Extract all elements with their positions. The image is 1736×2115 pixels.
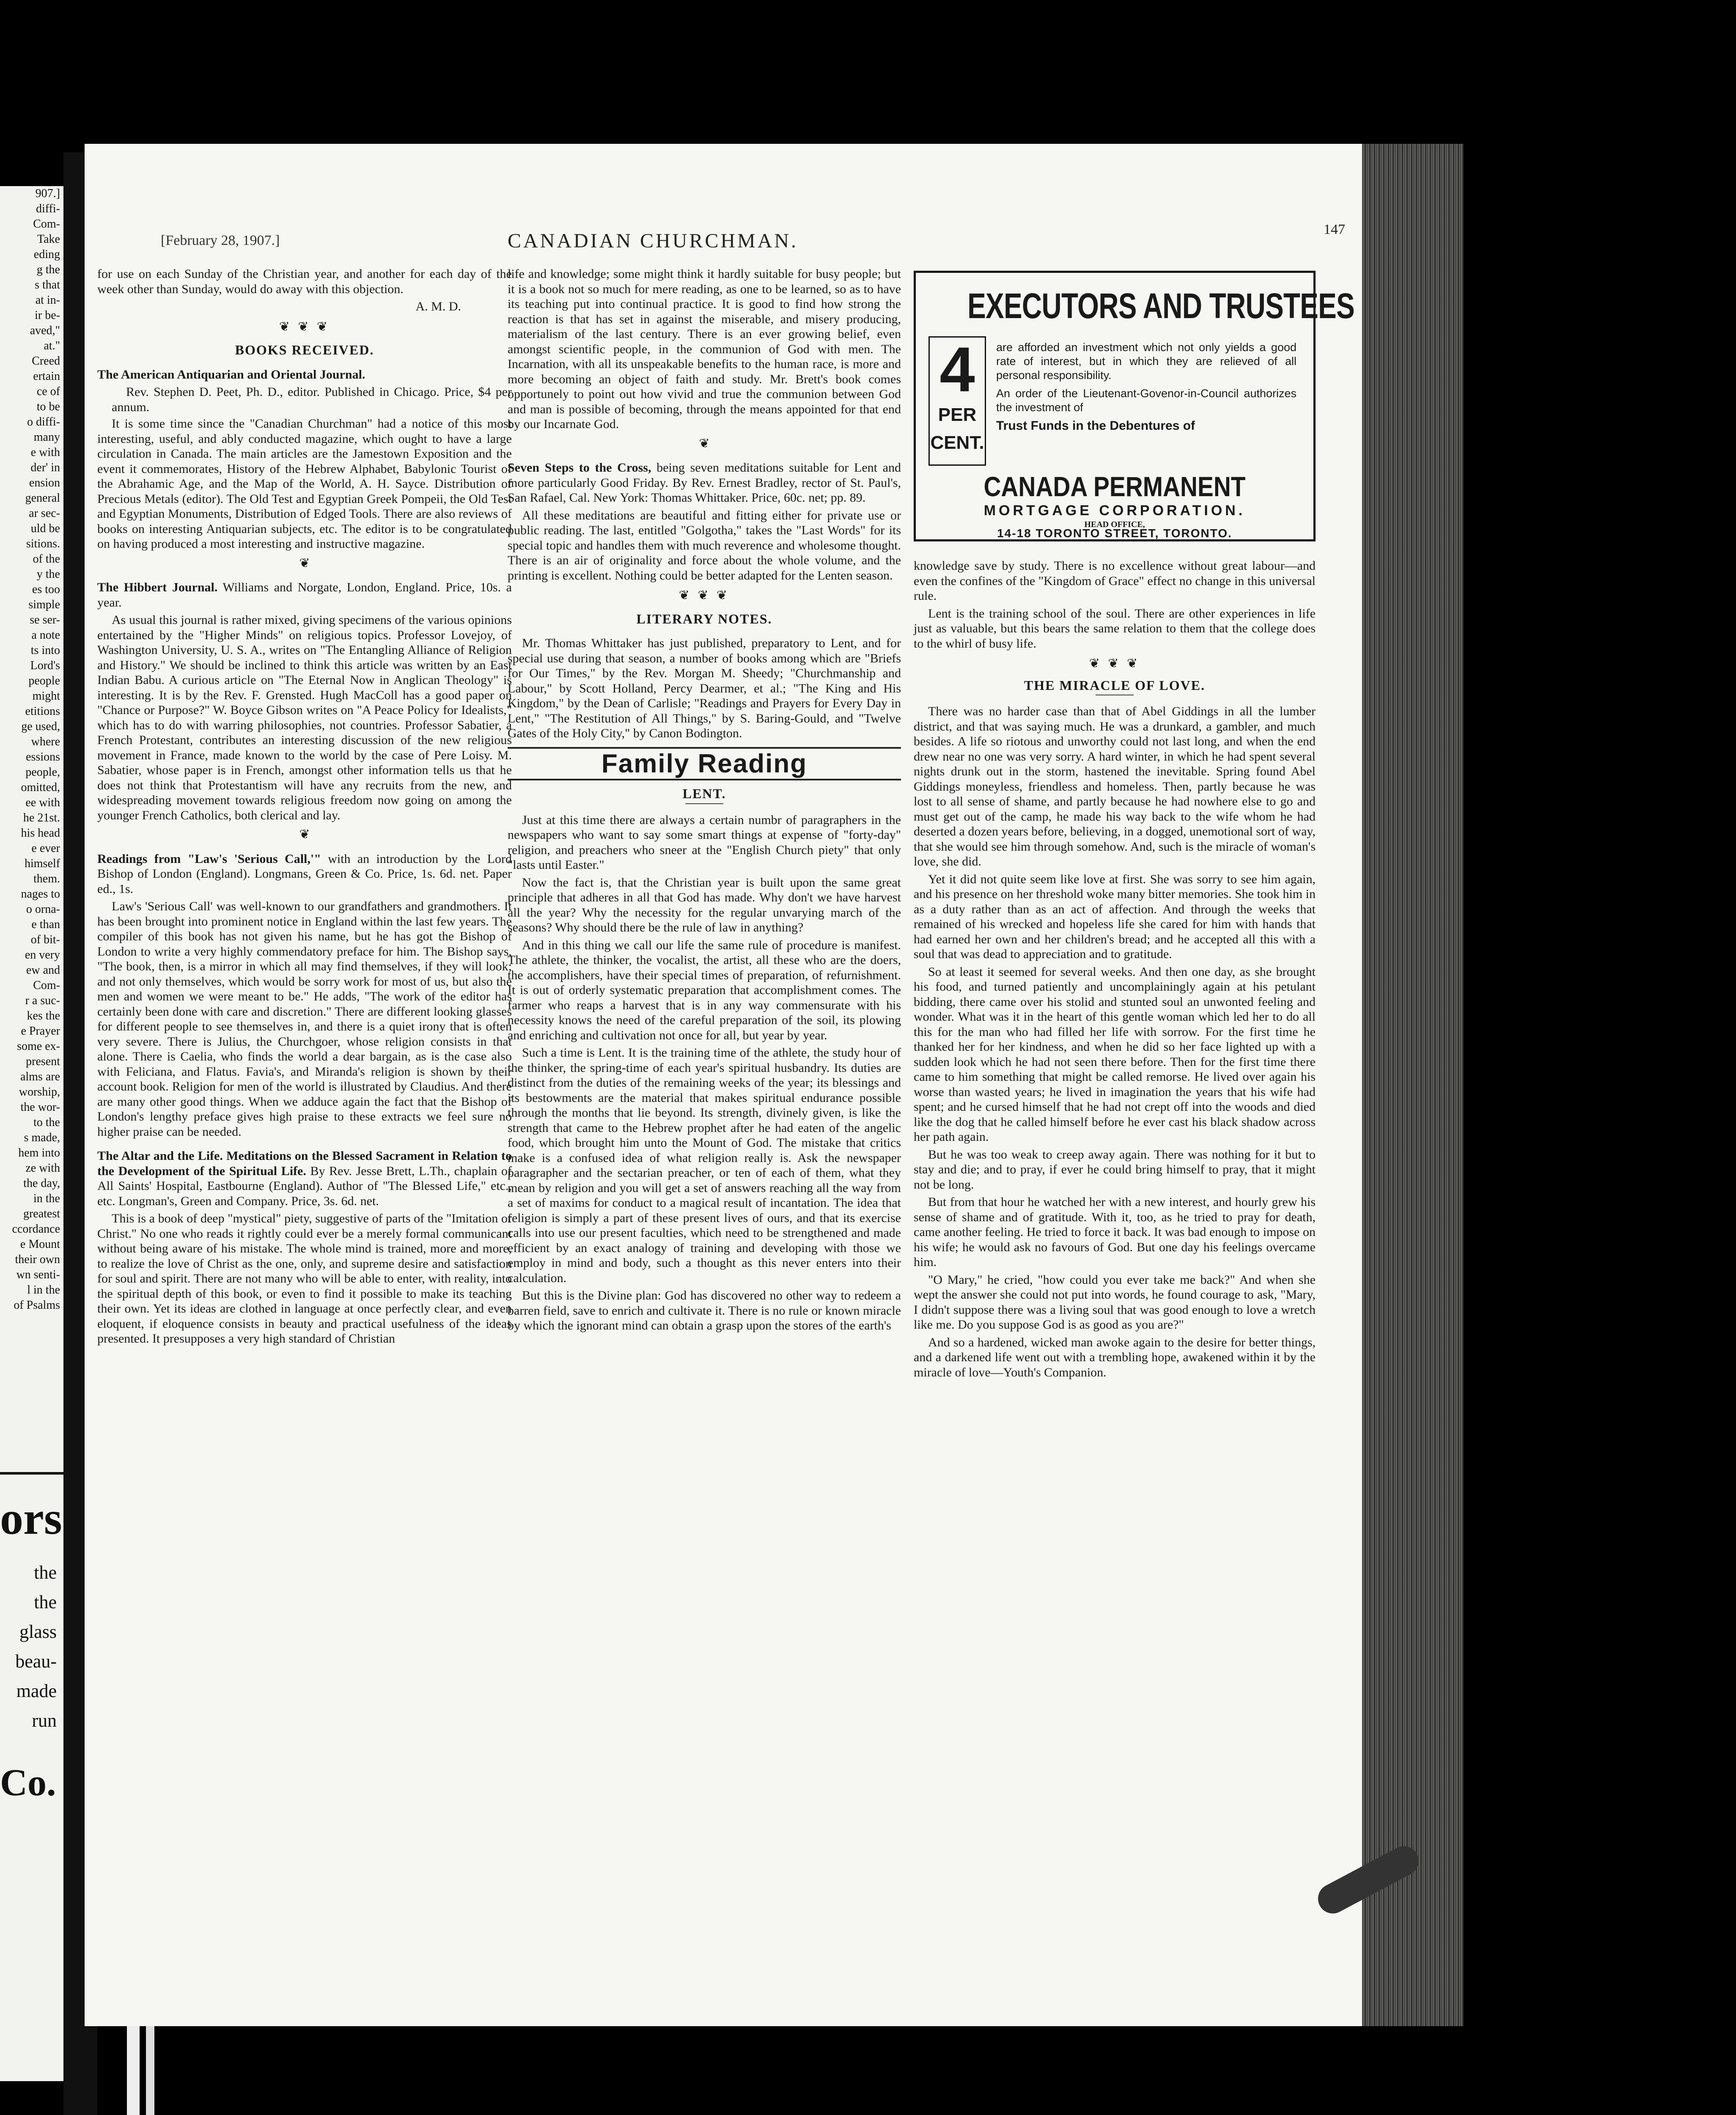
lent-article-body xyxy=(508,813,901,1333)
review-body: As usual this journal is rather mixed, giving specimens of the various opinions entertained by the "Higher Minds" on religious topics. Professor Lovejoy, of Washington University, U. S. A., writes on "The Entangling Alliance of Religion and History." We should be inclined to think this article was written by an East Indian Babu. A curious article on "The Eternal Now in Anglican Theology" is interesting. It is by the Rev. F. Grensted. Hugh MacColl has a good paper on "Chance or Purpose?" W. Boyce Gibson writes on "A Peace Policy for Idealists," which has to do with warring philosophies, not countries. Professor Sabatier, a French Protestant, contributes an interesting discussion of the new religious movement in France, made known to the world by the case of Pere Loisy. M. Sabatier, whose paper is in French, amongst other information tells us that he does not think that Protestantism will have any recruits from the new, and widespreading movement towards religious freedom now going on among the younger French Catholics, both clerical and lay. xyxy=(97,613,512,822)
letter-ending: for use on each Sunday of the Christian year, and another for each day of the week other than Sunday, would do away with this objection. xyxy=(97,267,512,296)
text-fragment: e Mount xyxy=(20,1238,60,1251)
ad-body xyxy=(996,341,1297,437)
adjacent-page-advertisement xyxy=(0,1472,63,2081)
text-fragment: ge used, xyxy=(21,720,60,733)
text-fragment: aved," xyxy=(30,324,60,337)
article-paragraph: Now the fact is, that the Christian year is built upon the same great principle that adheres in all that God has made. Why don't we have harvest all the year? Why the necessity for the regular unvarying march of the seasons? Why should there be the rule of law in anything? xyxy=(508,875,901,934)
article-paragraph: So at least it seemed for several weeks. And then one day, as she brought his food, and turned patiently and uncomplainingly again at his petulant bidding, there came over his stolid and stunted soul an unwonted feeling and wonder. What was it in the heart of this gentle woman which led her to do all this for the man who had filled her life with sorrow. For the first time he thanked her for her kindness, and when he did so her face lighted up with a sudden look which he had not seen there before. Then for the first time there came to him something that might be called remorse. He lived over again his worse than wasted years; he lived in imagination the years that his wife had spent; and he cursed himself that he had not crept off into the woods and died like the dog that he called himself before he ever cast his black shadow across her path again. xyxy=(914,964,1316,1144)
ad-text: An order of the Lieutenant-Govenor-in-Council authorizes the investment of xyxy=(996,387,1297,414)
text-fragment: he 21st. xyxy=(23,811,60,824)
text-fragment: them. xyxy=(33,872,60,885)
text-fragment: s made, xyxy=(24,1131,60,1144)
text-fragment: ertain xyxy=(33,370,60,383)
text-fragment: nages to xyxy=(21,887,60,901)
text-fragment: Com- xyxy=(33,217,60,231)
article-paragraph: And so a hardened, wicked man awoke again to the desire for better things, and a darkened life went out with a trembling hope, awakened within it by the miracle of love—Youth's Companion. xyxy=(914,1335,1316,1379)
article-paragraph: There was no harder case than that of Abel Giddings in all the lumber district, and that was saying much. He was a drunkard, a gambler, and much besides. A life so riotous and unworthy could not last long, and when the end drew near no one was very sorry. A hard winter, in which he had spent several nights drunk out in the storm, hastened the inevitable. Spring found Abel Giddings moneyless, friendless and homeless. Then, partly because he was lost to all sense of shame, and partly because he had nowhere else to go and must get out of the camp, he made his way back to the wife whom he had deserted a dozen years before, believing, in a dogged, unemotional sort of way, that she would see him through somehow. And, such is the miracle of woman's love, she did. xyxy=(914,704,1316,868)
text-fragment: diffi- xyxy=(36,202,60,215)
issue-date: [February 28, 1907.] xyxy=(161,233,280,248)
books-received-heading: BOOKS RECEIVED. xyxy=(235,342,374,357)
text-fragment: people, xyxy=(25,766,60,779)
text-fragment: many xyxy=(33,431,60,444)
review-body: All these meditations are beautiful and fitting either for private use or public reading. The last, entitled "Golgotha," takes the "Last Words" for its special topic and handles them with much reverence and wholesome thought. There is an air of originality and force about the whole volume, and the printing is excellent. Nothing could be better adapted for the Lenten season. xyxy=(508,508,901,582)
text-fragment: wn senti- xyxy=(16,1268,60,1281)
literary-notes-body: Mr. Thomas Whittaker has just published, preparatory to Lent, and for special use during that season, a number of books among which are "Briefs for Our Times," by the Rev. Morgan M. Sheedy; "Churchmanship and Labour," by Scott Holland, Percy Dearmer, et al.; "The King and His Kingdom," by the Dean of Carlisle; "Readings and Prayers for Every Day in Lent," "The Restitution of All Things," by S. Baring-Gould, and "Twelve Gates of the Holy City," by Canon Bodington. xyxy=(508,636,901,740)
ad-trust-text: Trust Funds in the Debentures of xyxy=(996,419,1195,433)
lent-heading: LENT. xyxy=(682,786,726,801)
interest-rate-box xyxy=(928,336,986,466)
lent-article-continuation: knowledge save by study. There is no excellence without great labour—and even the confines of the "Kingdom of Grace" effect no change in this universal rule. xyxy=(914,559,1316,603)
ad-line-fragment: beau- xyxy=(15,1651,57,1672)
text-fragment: to be xyxy=(36,400,60,413)
section-rule xyxy=(508,747,901,749)
text-fragment: e ever xyxy=(31,842,60,855)
paragraph-ornament: ❦ xyxy=(299,827,310,841)
column-2 xyxy=(508,266,901,1336)
text-fragment: kes the xyxy=(27,1009,60,1022)
adjacent-ad-company: Co. xyxy=(0,1762,56,1804)
text-fragment: ts into xyxy=(30,644,60,657)
ad-company-subtitle: MORTGAGE CORPORATION. xyxy=(983,503,1246,519)
book-review xyxy=(508,460,901,583)
advertisement-canada-permanent xyxy=(914,271,1354,541)
book-review xyxy=(97,580,512,823)
text-fragment: der' in xyxy=(30,461,60,474)
family-reading-heading: Family Reading xyxy=(601,749,808,778)
text-fragment: of Psalms xyxy=(14,1299,60,1312)
text-fragment: of bit- xyxy=(30,933,60,946)
text-fragment: ee with xyxy=(25,796,60,809)
paragraph-ornament: ❦ xyxy=(699,436,710,450)
section-ornament: ❦ ❦ ❦ xyxy=(678,588,730,602)
text-fragment: Lord's xyxy=(30,659,60,672)
rate-word: PER xyxy=(938,404,977,425)
article-paragraph: But this is the Divine plan: God has discovered no other way to redeem a barren field, save to enrich and cultivate it. There is no rule or known miracle by which the ignorant mind can obtain a grasp upon the stores of the earth's xyxy=(508,1288,901,1332)
review-body: This is a book of deep "mystical" piety, suggestive of parts of the "Imitation of Christ." No one who reads it rightly could ever be a merely formal communicant without being aware of his mistake. The whole mind is trained, more and more, to realize the love of Christ as the one, only, and supreme desire and satisfaction for soul and spirit. There are not many who will be able to enter, with reality, into the spiritual depth of this book, or even to find it possible to make its teaching their own. Yet its ideas are clothed in language at once perfectly clear, and even eloquent, if eloquence consists in beauty and practical usefulness of the ideas presented. It presupposes a very high standard of Christian xyxy=(97,1211,512,1346)
article-paragraph: Yet it did not quite seem like love at first. She was sorry to see him again, and his presence on her threshold woke many bitter memories. She took him in as a duty rather than as an act of affection. And through the weeks that remained of his wrecked and hopeless life she cared for him with hands that had earned her own and her children's bread; and he accepted all this with a soul that was dead to appreciation and to gratitude. xyxy=(914,872,1316,961)
binding-strip xyxy=(127,2013,140,2115)
text-fragment: g the xyxy=(36,263,60,276)
article-paragraph: "O Mary," he cried, "how could you ever take me back?" And when she wept the answer she could not put into words, he found courage to ask, "Mary, I didn't suppose there was a living soul that was good enough to love a wretch like me. Do you suppose God is as good as you are?" xyxy=(914,1272,1316,1332)
ad-title: EXECUTORS AND TRUSTEES xyxy=(967,286,1354,326)
text-fragment: the wor- xyxy=(20,1101,60,1114)
rate-word: CENT. xyxy=(930,432,984,453)
binding-strip xyxy=(146,2013,154,2115)
lent-article-continuation: Lent is the training school of the soul. There are other experiences in life just as valuable, but this bears the same relation to them that the college does to the whirl of busy life. xyxy=(914,606,1316,651)
page-stack-edge xyxy=(1362,144,1464,2026)
text-fragment: ew and xyxy=(26,964,60,977)
heading-underline xyxy=(685,803,723,804)
adjacent-ad-heading: ors xyxy=(0,1492,62,1544)
letter-signature: A. M. D. xyxy=(415,299,461,313)
column-1 xyxy=(97,266,512,1349)
text-fragment: omitted, xyxy=(21,781,60,794)
text-fragment: ension xyxy=(29,476,60,489)
miracle-of-love-heading: THE MIRACLE OF LOVE. xyxy=(1024,677,1206,693)
review-title: Readings from "Law's 'Serious Call,'" with an introduction by the Lord Bishop of London (England). Longmans, Green & Co. Price, 1s. 6d. net. Paper ed., 1s. xyxy=(97,851,512,896)
text-fragment: alms are xyxy=(20,1070,60,1083)
text-fragment: simple xyxy=(28,598,60,611)
text-fragment: en very xyxy=(25,948,60,961)
text-fragment: y the xyxy=(36,568,60,581)
text-fragment: greatest xyxy=(23,1207,60,1220)
text-fragment: e Prayer xyxy=(21,1025,60,1038)
text-fragment: a note xyxy=(31,629,60,642)
newspaper-title: CANADIAN CHURCHMAN. xyxy=(508,230,799,252)
book-review xyxy=(97,851,512,1140)
ad-line-fragment: the xyxy=(34,1592,57,1612)
text-fragment: people xyxy=(28,674,60,687)
rate-number: 4 xyxy=(939,334,975,405)
text-fragment: general xyxy=(25,492,60,505)
text-fragment: o orna- xyxy=(26,903,60,916)
article-paragraph: And in this thing we call our life the same rule of procedure is manifest. The athlete, the thinker, the vocalist, the artist, all these who are the doers, the accomplishers, have their special times of preparation, of refurnishment. It is out of orderly systematic preparation that accomplishment comes. The farmer who reaps a harvest that is in any way commensurate with his necessity knows the need of the careful preparation of the soil, its plowing and enriching and cultivation not once for all, but year by year. xyxy=(508,938,901,1042)
review-title: The Altar and the Life. Meditations on the Blessed Sacrament in Relation to the Development of the Spiritual Life. By Rev. Jesse Brett, L.Th., chaplain of All Saints' Hospital, Eastbourne (England). Author of "The Blessed Life," etc., etc. Longman's, Green and Company. Price, 3s. 6d. net. xyxy=(97,1149,512,1208)
section-rule xyxy=(508,779,901,780)
review-continuation: life and knowledge; some might think it hardly suitable for busy people; but it is a book not so much for mere reading, as one to be learned, so as to have its teaching put into continual practice. It is good to find how strong the reaction is that has set in against the miserable, and misery producing, materialism of the last century. There is an ever growing belief, even amongst scientific people, in the communion of God with men. The Incarnation, with all its unspeakable benefits to the human race, is more and more becoming an object of faith and study. Mr. Brett's book comes opportunely to point out how vivid and true the communion between God and man is possible of becoming, through the means appointed for that end by our Incarnate God. xyxy=(508,267,901,431)
text-fragment: ze with xyxy=(25,1162,60,1175)
ad-address: 14-18 TORONTO STREET, TORONTO. xyxy=(997,527,1232,540)
text-fragment: sitions. xyxy=(26,537,60,550)
article-paragraph: Such a time is Lent. It is the training time of the athlete, the study hour of the thinker, the spring-time of each year's spiritual husbandry. Its duties are distinct from the duties of the remaining weeks of the year; its blessings and its bestowments are the material that makes spiritual endurance possible through the months that lie beyond. Its strength, divinely given, is like the strength that came to the Hebrew prophet after he had eaten of the angelic food, which brought him unto the Mount of God. The mistake that critics make is a confused idea of what religion really is. Ask the newspaper paragrapher and the sectarian preacher, or ten of each of them, what they mean by religion and you will get a set of answers reaching all the way from a set of maxims for conduct to a magical result of incantation. The idea that religion is simply a part of these present lives of ours, and that its exercise calls into use our present faculties, which need to be strengthened and made efficient by an exact analogy of training and developing with those we employ in mind and body, such a thought as this never enters into their calculation. xyxy=(508,1046,901,1285)
text-fragment: in the xyxy=(33,1192,60,1205)
literary-notes-heading: LITERARY NOTES. xyxy=(636,611,772,626)
review-meta: Rev. Stephen D. Peet, Ph. D., editor. Published in Chicago. Price, $4 per annum. xyxy=(112,385,512,414)
text-fragment: at in- xyxy=(35,294,60,307)
page-header xyxy=(118,222,1345,258)
text-fragment: etitions xyxy=(25,705,60,718)
page-number: 147 xyxy=(1324,222,1345,237)
text-fragment: o diffi- xyxy=(27,415,60,428)
miracle-article-body xyxy=(914,704,1316,1380)
review-title: The Hibbert Journal. Williams and Norgate, London, England. Price, 10s. a year. xyxy=(97,580,512,610)
text-fragment: might xyxy=(32,689,60,703)
text-fragment: present xyxy=(26,1055,60,1068)
article-paragraph: But he was too weak to creep away again. There was nothing for it but to stay and die; and to pray, if ever he could bring himself to pray, that it might not be long. xyxy=(914,1147,1316,1192)
text-fragment: e with xyxy=(30,446,60,459)
ad-line-fragment: the xyxy=(34,1562,57,1583)
text-fragment: to the xyxy=(33,1116,60,1129)
text-fragment: ir be- xyxy=(35,309,60,322)
article-paragraph: But from that hour he watched her with a new interest, and hourly grew his sense of shame and of gratitude. With it, too, as he tried to pray for death, came another feeling. He tried to force it back. It was bad enough to impose on his wife; he would ask no favours of God. But one day his feelings overcame him. xyxy=(914,1195,1316,1269)
section-ornament: ❦ ❦ ❦ xyxy=(279,319,330,334)
text-fragment: ccordance xyxy=(12,1222,60,1236)
text-fragment: his head xyxy=(21,827,60,840)
ad-head-office-label: HEAD OFFICE, xyxy=(1084,520,1145,529)
text-fragment: ce of xyxy=(36,385,60,398)
text-fragment: s that xyxy=(35,278,60,291)
ad-company-name: CANADA PERMANENT xyxy=(983,471,1246,502)
ad-text: are afforded an investment which not only yields a good rate of interest, but in which they are relieved of all personal responsibility. xyxy=(996,341,1297,382)
column-3 xyxy=(914,266,1354,1382)
ad-line-fragment: glass xyxy=(19,1621,57,1642)
text-fragment: es too xyxy=(32,583,60,596)
text-fragment: e than xyxy=(31,918,60,931)
review-title: The American Antiquarian and Oriental Journal. xyxy=(97,367,365,382)
text-fragment: worship, xyxy=(19,1085,60,1099)
paragraph-ornament: ❦ xyxy=(299,556,310,570)
text-fragment: himself xyxy=(25,857,60,870)
review-title: Seven Steps to the Cross, being seven meditations suitable for Lent and more particularly Good Friday. By Rev. Ernest Bradley, rector of St. Paul's, San Rafael, Cal. New York: Thomas Whittaker. Price, 60c. net; pp. 89. xyxy=(508,461,901,505)
text-fragment: r a suc- xyxy=(25,994,60,1007)
section-ornament: ❦ ❦ ❦ xyxy=(1089,656,1140,670)
text-fragment: Take xyxy=(37,233,60,246)
adjacent-page-fragment xyxy=(0,186,63,2081)
text-fragment: essions xyxy=(26,750,60,764)
article-paragraph: Just at this time there are always a certain numbr of paragraphers in the newspapers who want to say some smart things at expense of "forty-day" religion, and preachers who sneer at the "English Church piety" that only "lasts until Easter." xyxy=(508,813,901,872)
newspaper-page xyxy=(85,144,1362,2026)
text-fragment: l in the xyxy=(27,1283,60,1296)
text-fragment: of the xyxy=(33,552,60,566)
book-review xyxy=(97,1148,512,1346)
text-fragment: at." xyxy=(44,339,60,352)
text-fragment: uld be xyxy=(30,522,60,535)
adjacent-page-text xyxy=(0,186,63,1313)
text-fragment: Com- xyxy=(33,979,60,992)
ad-line-fragment: made xyxy=(16,1681,57,1701)
book-review xyxy=(97,367,512,552)
ad-line-fragment: run xyxy=(32,1710,57,1731)
text-fragment: Creed xyxy=(32,354,60,368)
text-fragment: the day, xyxy=(23,1177,60,1190)
text-fragment: some ex- xyxy=(17,1040,60,1053)
review-body: It is some time since the "Canadian Churchman" had a notice of this most interesting, useful, and ably conducted magazine, which ought to have a large circulation in Canada. The main articles are the Jamestown Exposition and the event it commemorates, History of the Hebrew Alphabet, Babylonic Tourist of the Abrahamic Age, and the Map of the World, A. H. Sayce. Distribution of Precious Metals (editor). The Old Test and Egyptian Greek Pompeii, the Old Test and Egyptian Monuments, Distribution of Edged Tools. There are also reviews of books on interesting Antiquarian subjects, etc. The editor is to be congratulated on having produced a most interesting and instructive magazine. xyxy=(97,417,512,551)
text-fragment: ar sec- xyxy=(29,507,60,520)
text-fragment: hem into xyxy=(18,1146,60,1159)
text-fragment: se ser- xyxy=(30,613,60,626)
review-body: Law's 'Serious Call' was well-known to our grandfathers and grandmothers. It has been brought into prominent notice in England within the last few years. The compiler of this book has not given his name, but he has got the Bishop of London to write a very highly commendatory preface for him. The Bishop says, "The book, then, is a mirror in which all may find themselves, if they will look; and not only themselves, which would be sorry work for most of us, but also the men and women we were meant to be." He adds, "The work of the editor has certainly been done with care and discretion." There are different looking glasses for different people to see themselves in, and there is a quiet irony that is often very severe. There is Julius, the Churchgoer, whose religion consists in that alone. There is Caelia, who finds the world a dear bargain, as is the case also with Feliciana, and Flatus. Favia's, and Miranda's religion is shown by their account book. Religion for men of the world is illustrated by Claudius. And there are many other good things. When we adduce again the fact that the Bishop of London's lengthy preface gives high praise to these extracts we feel sure no higher praise can be needed. xyxy=(97,899,512,1139)
text-fragment: their own xyxy=(15,1253,60,1266)
text-fragment: 907.] xyxy=(35,187,60,200)
text-fragment: eding xyxy=(33,248,60,261)
adjacent-ad-text xyxy=(0,1558,63,1736)
text-fragment: where xyxy=(31,735,60,748)
